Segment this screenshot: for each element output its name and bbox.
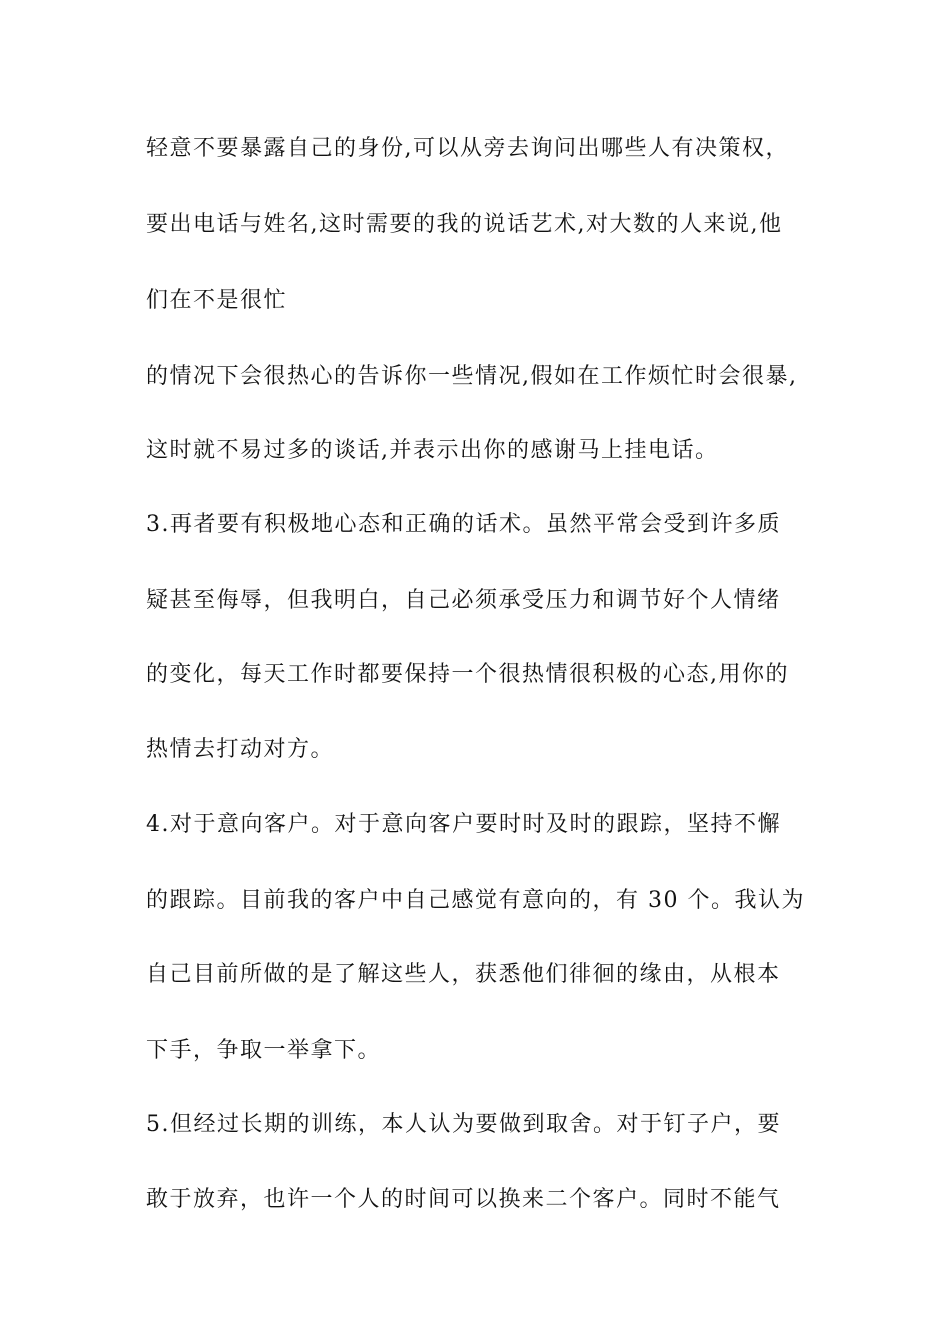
text-line: 轻意不要暴露自己的身份,可以从旁去询问出哪些人有决策权， <box>146 136 789 161</box>
text-line: 下手，争取一举拿下。 <box>146 1038 382 1063</box>
text-line: 的变化，每天工作时都要保持一个很热情很积极的心态,用你的 <box>146 662 789 687</box>
text-line: 要出电话与姓名,这时需要的我的说话艺术,对大数的人来说,他 <box>146 212 783 237</box>
text-line: 敢于放弃，也许一个人的时间可以换来二个客户。同时不能气 <box>146 1187 781 1212</box>
text-line: 们在不是很忙 <box>146 288 288 313</box>
text-line: 3.再者要有积极地心态和正确的话术。虽然平常会受到许多质 <box>146 512 781 537</box>
text-line: 这时就不易过多的谈话,并表示出你的感谢马上挂电话。 <box>146 438 719 463</box>
text-line: 4.对于意向客户。对于意向客户要时时及时的跟踪，坚持不懈 <box>146 812 781 837</box>
text-line: 的跟踪。目前我的客户中自己感觉有意向的，有 30 个。我认为 <box>146 888 805 913</box>
text-line: 热情去打动对方。 <box>146 737 335 762</box>
text-line: 疑甚至侮辱，但我明白，自己必须承受压力和调节好个人情绪 <box>146 588 781 613</box>
text-line: 的情况下会很热心的告诉你一些情况,假如在工作烦忙时会很暴, <box>146 364 798 389</box>
text-line: 5.但经过长期的训练，本人认为要做到取舍。对于钉子户，要 <box>146 1112 781 1137</box>
text-line: 自己目前所做的是了解这些人，获悉他们徘徊的缘由，从根本 <box>146 962 781 987</box>
